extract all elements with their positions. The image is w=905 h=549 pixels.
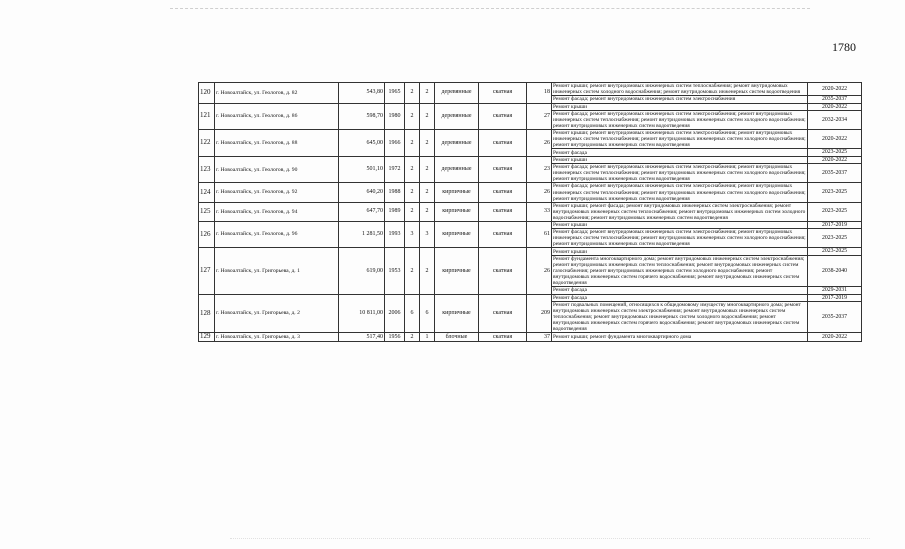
- table-row: [199, 183, 862, 202]
- residents-cell: 26: [527, 183, 552, 202]
- work-description: Ремонт фасада; ремонт внутридомовых инженерных систем электроснабжения; ремонт внутридомовых инженерных систем теплоснабжения; ремонт внутридомовых инженерных систем холодного водоснабжения; ремонт внутридомовых инженерных систем водоотведения: [553, 183, 806, 202]
- entrances-cell: 2: [420, 202, 435, 221]
- walls-cell: деревянные: [435, 156, 479, 183]
- roof-cell: скатная: [479, 294, 527, 333]
- year-cell: 1980: [385, 103, 405, 130]
- row-number: 124: [199, 183, 215, 202]
- work-period: 2032-2034: [808, 111, 862, 130]
- work-description: Ремонт фасада: [552, 149, 808, 156]
- work-period: 2029-2031: [808, 287, 862, 294]
- page-number: 1780: [832, 40, 856, 54]
- work-period: 2023-2025: [808, 183, 862, 202]
- work-description: Ремонт фундамента многоквартирного дома; ремонт внутридомовых инженерных систем электроснабжения; ремонт внутридомовых инженерных систем теплоснабжения; ремонт внутридомовых инженерных систем газоснабжения; ремонт внутридомовых инженерных систем холодного водоснабжения; ремонт внутридомовых инженерных систем горячего водоснабжения; ремонт внутридомовых инженерных систем водоотведения: [552, 255, 808, 286]
- work-period: 2035-2037: [808, 302, 862, 333]
- work-description: Ремонт крыши; ремонт фундамента многоквартирного дома: [552, 333, 808, 342]
- scan-edge-bottom: [230, 538, 870, 539]
- row-number: 122: [199, 130, 215, 157]
- roof-cell: скатная: [479, 103, 527, 130]
- walls-cell: блочные: [435, 333, 479, 342]
- work-period: 2038-2040: [808, 255, 862, 286]
- entrances-cell: 2: [420, 248, 435, 294]
- floors-cell: 2: [405, 83, 420, 104]
- address-cell: г. Новоалтайск, ул. Геологов, д. 92: [215, 183, 339, 202]
- entrances-cell: 6: [420, 294, 435, 333]
- work-period: 2023-2025: [808, 149, 862, 156]
- year-cell: 1993: [385, 221, 405, 248]
- work-period: 2035-2037: [808, 164, 862, 183]
- area-cell: 647,70: [339, 202, 385, 221]
- residents-cell: 37: [527, 333, 552, 342]
- work-period: 2017-2019: [808, 221, 862, 228]
- work-description: Ремонт фасада; ремонт внутридомовых инженерных систем электроснабжения; ремонт внутридомовых инженерных систем теплоснабжения; ремонт внутридомовых инженерных систем холодного водоснабжения; ремонт внутридомовых инженерных систем водоотведения: [553, 111, 806, 130]
- work-description: Ремонт фасада; ремонт внутридомовых инженерных систем электроснабжения: [552, 96, 808, 103]
- walls-cell: кирпичные: [435, 183, 479, 202]
- work-period: 2035-2037: [808, 96, 862, 103]
- roof-cell: скатная: [479, 130, 527, 157]
- work-description: Ремонт крыши; ремонт внутридомовых инженерных систем теплоснабжения; ремонт внутридомовых инженерных систем холодного водоснабжения; ремонт внутридомовых инженерных систем водоотведения: [552, 83, 808, 96]
- residents-cell: 209: [527, 294, 552, 333]
- work-description: Ремонт фасада; ремонт внутридомовых инженерных систем электроснабжения; ремонт внутридомовых инженерных систем теплоснабжения; ремонт внутридомовых инженерных систем холодного водоснабжения; ремонт внутридомовых инженерных систем водоотведения: [553, 164, 806, 183]
- table-row: [199, 333, 862, 342]
- table-body: [199, 83, 862, 342]
- row-number: 129: [199, 333, 215, 342]
- walls-cell: деревянные: [435, 130, 479, 157]
- entrances-cell: 1: [420, 333, 435, 342]
- area-cell: 645,00: [339, 130, 385, 157]
- year-cell: 1988: [385, 183, 405, 202]
- address-cell: г. Новоалтайск, ул. Геологов, д. 88: [215, 130, 339, 157]
- row-number: 125: [199, 202, 215, 221]
- work-period: 2020-2022: [808, 130, 862, 149]
- work-period: 2023-2025: [808, 202, 862, 221]
- table-row: [199, 294, 862, 301]
- address-cell: г. Новоалтайск, ул. Геологов, д. 86: [215, 103, 339, 130]
- residents-cell: 27: [527, 103, 552, 130]
- address-cell: г. Новоалтайск, ул. Григорьева, д. 1: [215, 248, 339, 294]
- row-number: 127: [199, 248, 215, 294]
- floors-cell: 2: [405, 202, 420, 221]
- work-description: Ремонт фасада: [552, 287, 808, 294]
- area-cell: 543,80: [339, 83, 385, 104]
- area-cell: 640,20: [339, 183, 385, 202]
- work-period: 2020-2022: [808, 83, 862, 96]
- floors-cell: 6: [405, 294, 420, 333]
- row-number: 121: [199, 103, 215, 130]
- area-cell: 10 811,00: [339, 294, 385, 333]
- work-description: Ремонт фасада: [552, 294, 808, 301]
- scan-edge-top: [170, 8, 810, 9]
- walls-cell: кирпичные: [435, 202, 479, 221]
- entrances-cell: 2: [420, 183, 435, 202]
- year-cell: 1966: [385, 130, 405, 157]
- residents-cell: 26: [527, 248, 552, 294]
- table-row: [199, 156, 862, 163]
- roof-cell: скатная: [479, 248, 527, 294]
- work-description: Ремонт крыши: [552, 221, 808, 228]
- work-description: Ремонт крыши: [552, 248, 808, 255]
- work-description: Ремонт крыши; ремонт фасада; ремонт внутридомовых инженерных систем электроснабжения; ремонт внутридомовых инженерных систем теплоснабжения; ремонт внутридомовых инженерных систем холодного водоснабжения; ремонт внутридомовых инженерных систем водоотведения: [552, 202, 808, 221]
- year-cell: 1956: [385, 333, 405, 342]
- roof-cell: скатная: [479, 183, 527, 202]
- work-period: 2020-2022: [808, 333, 862, 342]
- address-cell: г. Новоалтайск, ул. Григорьева, д. 3: [215, 333, 339, 342]
- area-cell: 619,00: [339, 248, 385, 294]
- work-description: Ремонт крыши: [552, 103, 808, 110]
- area-cell: 501,10: [339, 156, 385, 183]
- table-row: [199, 248, 862, 255]
- table-row: [199, 202, 862, 221]
- roof-cell: скатная: [479, 156, 527, 183]
- entrances-cell: 2: [420, 103, 435, 130]
- year-cell: 1972: [385, 156, 405, 183]
- residents-cell: 33: [527, 202, 552, 221]
- table-row: [199, 221, 862, 228]
- residents-cell: 61: [527, 221, 552, 248]
- year-cell: 1989: [385, 202, 405, 221]
- roof-cell: скатная: [479, 333, 527, 342]
- walls-cell: кирпичные: [435, 248, 479, 294]
- row-number: 128: [199, 294, 215, 333]
- year-cell: 1953: [385, 248, 405, 294]
- area-cell: 1 281,50: [339, 221, 385, 248]
- roof-cell: скатная: [479, 221, 527, 248]
- work-period: 2020-2022: [808, 103, 862, 110]
- floors-cell: 2: [405, 248, 420, 294]
- row-number: 120: [199, 83, 215, 104]
- year-cell: 1965: [385, 83, 405, 104]
- row-number: 123: [199, 156, 215, 183]
- address-cell: г. Новоалтайск, ул. Григорьева, д. 2: [215, 294, 339, 333]
- floors-cell: 2: [405, 183, 420, 202]
- walls-cell: деревянные: [435, 103, 479, 130]
- entrances-cell: 2: [420, 156, 435, 183]
- floors-cell: 2: [405, 333, 420, 342]
- table-row: [199, 83, 862, 96]
- work-description: Ремонт крыши: [552, 156, 808, 163]
- work-period: 2023-2025: [808, 248, 862, 255]
- work-description: Ремонт крыши; ремонт внутридомовых инженерных систем электроснабжения; ремонт внутридомовых инженерных систем теплоснабжения; ремонт внутридомовых инженерных систем холодного водоснабжения; ремонт внутридомовых инженерных систем водоотведения: [553, 130, 806, 149]
- entrances-cell: 3: [420, 221, 435, 248]
- floors-cell: 3: [405, 221, 420, 248]
- entrances-cell: 2: [420, 130, 435, 157]
- area-cell: 517,40: [339, 333, 385, 342]
- table-row: [199, 103, 862, 110]
- work-period: 2020-2022: [808, 156, 862, 163]
- row-number: 126: [199, 221, 215, 248]
- work-period: 2023-2025: [808, 229, 862, 248]
- address-cell: г. Новоалтайск, ул. Геологов, д. 90: [215, 156, 339, 183]
- walls-cell: кирпичные: [435, 221, 479, 248]
- walls-cell: кирпичные: [435, 294, 479, 333]
- walls-cell: деревянные: [435, 83, 479, 104]
- floors-cell: 2: [405, 156, 420, 183]
- floors-cell: 2: [405, 130, 420, 157]
- work-description: Ремонт подвальных помещений, относящихся к общедомовому имуществу многоквартирного дома; ремонт внутридомовых инженерных систем электроснабжения; ремонт внутридомовых инженерных систем теплоснабжения; ремонт внутридомовых инженерных систем холодного водоснабжения; ремонт внутридомовых инженерных систем горячего водоснабжения; ремонт внутридомовых инженерных систем водоотведения: [552, 302, 808, 333]
- roof-cell: скатная: [479, 83, 527, 104]
- address-cell: г. Новоалтайск, ул. Геологов, д. 96: [215, 221, 339, 248]
- floors-cell: 2: [405, 103, 420, 130]
- entrances-cell: 2: [420, 83, 435, 104]
- address-cell: г. Новоалтайск, ул. Геологов, д. 82: [215, 83, 339, 104]
- work-description: Ремонт фасада; ремонт внутридомовых инженерных систем электроснабжения; ремонт внутридомовых инженерных систем теплоснабжения; ремонт внутридомовых инженерных систем холодного водоснабжения; ремонт внутридомовых инженерных систем водоотведения: [553, 229, 806, 248]
- table-row: [199, 130, 862, 149]
- address-cell: г. Новоалтайск, ул. Геологов, д. 94: [215, 202, 339, 221]
- roof-cell: скатная: [479, 202, 527, 221]
- residents-cell: 26: [527, 130, 552, 157]
- residents-cell: 23: [527, 156, 552, 183]
- residents-cell: 18: [527, 83, 552, 104]
- area-cell: 598,70: [339, 103, 385, 130]
- capital-repair-table: [198, 82, 862, 342]
- work-period: 2017-2019: [808, 294, 862, 301]
- year-cell: 2006: [385, 294, 405, 333]
